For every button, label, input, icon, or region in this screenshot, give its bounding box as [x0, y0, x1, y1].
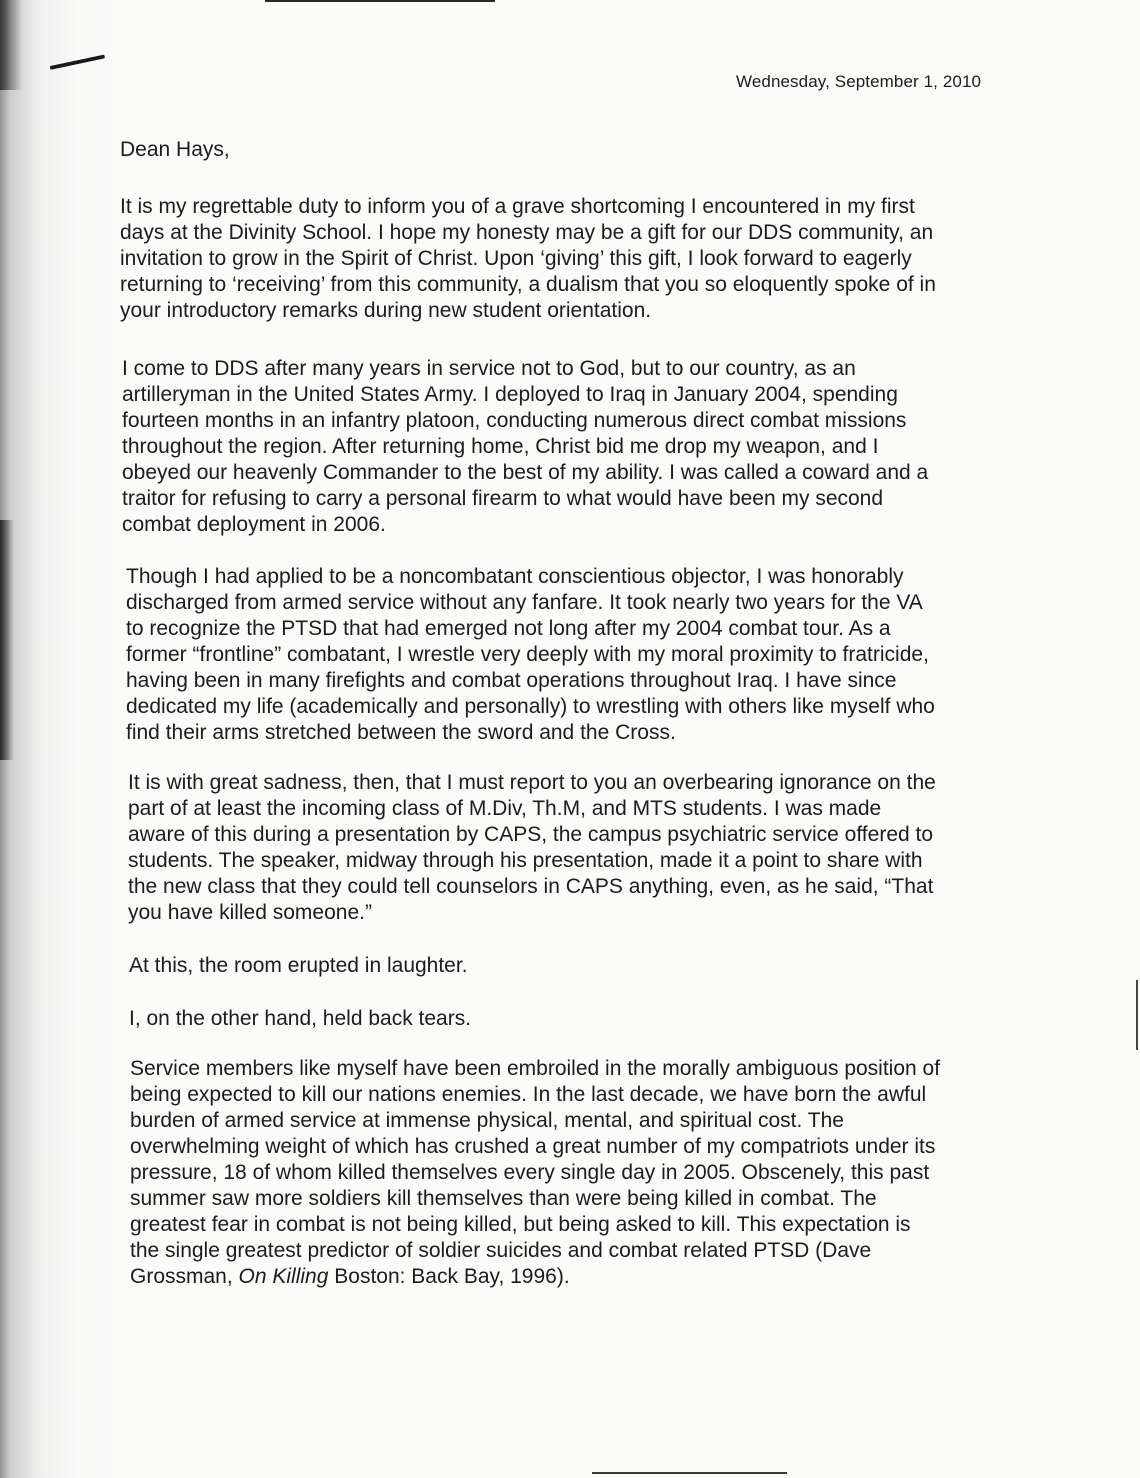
paragraph-line: being expected to kill our nations enemies. In the last decade, we have born the awful — [130, 1083, 927, 1106]
paragraph-line: to recognize the PTSD that had emerged not long after my 2004 combat tour. As a — [126, 617, 891, 640]
letter-salutation: Dean Hays, — [120, 138, 230, 161]
paragraph-line: fourteen months in an infantry platoon, conducting numerous direct combat missions — [122, 409, 907, 432]
paragraph-line: It is my regrettable duty to inform you of a grave shortcoming I encountered in my first — [120, 195, 915, 218]
paragraph-line: throughout the region. After returning home, Christ bid me drop my weapon, and I — [122, 435, 879, 458]
paragraph-6 — [129, 1006, 471, 1032]
citation-prefix: Grossman, — [130, 1265, 239, 1288]
bottom-edge-rule — [592, 1472, 787, 1474]
paragraph-line: burden of armed service at immense physical, mental, and spiritual cost. The — [130, 1109, 844, 1132]
paragraph-line: invitation to grow in the Spirit of Christ. Upon ‘giving’ this gift, I look forward to eagerly — [120, 247, 912, 270]
scan-edge-shadow — [0, 0, 120, 1478]
right-edge-mark — [1136, 980, 1138, 1050]
paragraph-line: days at the Divinity School. I hope my honesty may be a gift for our DDS community, an — [120, 221, 934, 244]
paragraph-line: overwhelming weight of which has crushed a great number of my compatriots under its — [130, 1135, 936, 1158]
letter-date: Wednesday, September 1, 2010 — [736, 72, 982, 91]
paragraph-line: your introductory remarks during new student orientation. — [120, 299, 652, 322]
paragraph-2 — [122, 356, 928, 538]
top-edge-rule — [265, 0, 495, 2]
paragraph-line: artilleryman in the United States Army. I deployed to Iraq in January 2004, spending — [122, 383, 898, 406]
paragraph-line: At this, the room erupted in laughter. — [129, 954, 468, 977]
paragraph-line: part of at least the incoming class of M.Div, Th.M, and MTS students. I was made — [128, 797, 882, 820]
paragraph-line: traitor for refusing to carry a personal firearm to what would have been my second — [122, 487, 884, 510]
paragraph-line: dedicated my life (academically and personally) to wrestling with others like myself who — [126, 695, 935, 718]
paragraph-line: combat deployment in 2006. — [122, 513, 386, 536]
paragraph-line: find their arms stretched between the sword and the Cross. — [126, 721, 676, 744]
paragraph-line: students. The speaker, midway through his presentation, made it a point to share with — [128, 849, 923, 872]
paragraph-line: I come to DDS after many years in service not to God, but to our country, as an — [122, 357, 856, 380]
scan-edge-dark-top — [0, 0, 22, 90]
paragraph-line: the single greatest predictor of soldier suicides and combat related PTSD (Dave — [130, 1239, 872, 1262]
paragraph-line: discharged from armed service without any fanfare. It took nearly two years for the VA — [126, 591, 923, 614]
paragraph-line: returning to ‘receiving’ from this community, a dualism that you so eloquently spoke of in — [120, 273, 936, 296]
paragraph-line: obeyed our heavenly Commander to the best of my ability. I was called a coward and a — [122, 461, 929, 484]
citation-line — [130, 1264, 940, 1290]
paragraph-5 — [129, 953, 468, 979]
paragraph-line: the new class that they could tell counselors in CAPS anything, even, as he said, “That — [128, 875, 934, 898]
paragraph-3 — [126, 564, 935, 746]
paragraph-1 — [120, 194, 936, 324]
paragraph-line: I, on the other hand, held back tears. — [129, 1007, 472, 1030]
paragraph-4 — [128, 770, 936, 926]
paragraph-line: aware of this during a presentation by CAPS, the campus psychiatric service offered to — [128, 823, 934, 846]
paragraph-line: summer saw more soldiers kill themselves than were being killed in combat. The — [130, 1187, 877, 1210]
paragraph-line: It is with great sadness, then, that I must report to you an overbearing ignorance on the — [128, 771, 936, 794]
citation-title: On Killing — [238, 1265, 329, 1288]
paragraph-line: pressure, 18 of whom killed themselves every single day in 2005. Obscenely, this past — [130, 1161, 930, 1184]
paragraph-7 — [130, 1056, 940, 1290]
paragraph-line: former “frontline” combatant, I wrestle very deeply with my moral proximity to fratricide, — [126, 643, 929, 666]
paragraph-line: having been in many firefights and combat operations throughout Iraq. I have since — [126, 669, 897, 692]
paragraph-line: greatest fear in combat is not being killed, but being asked to kill. This expectation is — [130, 1213, 911, 1236]
citation-suffix: Boston: Back Bay, 1996). — [328, 1265, 570, 1288]
paragraph-line: Service members like myself have been embroiled in the morally ambiguous position of — [130, 1057, 941, 1080]
paragraph-line: you have killed someone.” — [128, 901, 372, 924]
paragraph-line: Though I had applied to be a noncombatant conscientious objector, I was honorably — [126, 565, 904, 588]
scan-edge-dark-middle — [0, 520, 14, 760]
